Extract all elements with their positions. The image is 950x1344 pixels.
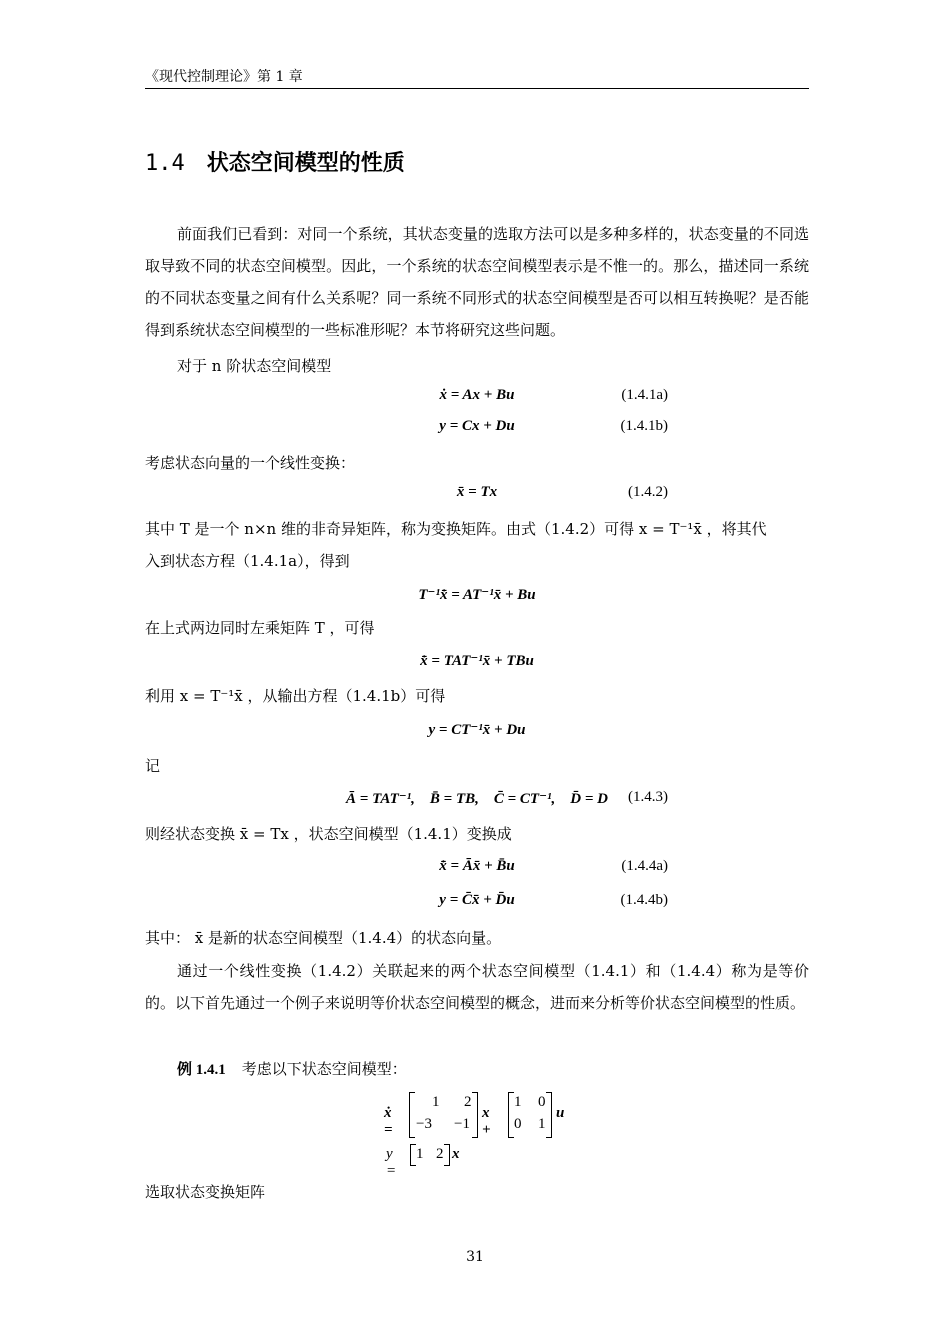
equation-1-4-2 [145,484,809,501]
linear-transform-text: 考虑状态向量的一个线性变换： [145,454,356,472]
matrix-a-right-bracket [472,1092,478,1138]
nth-order-text: 对于 n 阶状态空间模型 [177,357,332,375]
page-number: 31 [466,1249,484,1265]
denote-text: 记 [145,757,161,775]
example-heading [145,1058,841,1079]
section-title [145,146,405,177]
equation-expr: x̄̇ = Āx̄ + B̄u [439,858,515,874]
x-plus: x + [482,1105,491,1138]
transform-matrix-text-line2: 入到状态方程（1.4.1a），得到 [145,552,350,570]
equation-number: (1.4.4a) [621,858,668,874]
new-state-vector-text: 其中： x̄ 是新的状态空间模型（1.4.4）的状态向量。 [145,929,502,947]
equation-number: (1.4.3) [628,789,668,805]
using-output-text: 利用 x = T⁻¹x̄ ，从输出方程（1.4.1b）可得 [145,687,446,705]
equation-expr: Ā = TAT⁻¹, B̄ = TB, C̄ = CT⁻¹, D̄ = D [346,791,608,807]
equation-1-4-3 [145,789,809,808]
equation-number: (1.4.2) [628,484,668,500]
transform-result-text: 则经状态变换 x̄ = Tx ，状态空间模型（1.4.1）变换成 [145,825,512,843]
u-var: u [556,1105,565,1121]
equation-number: (1.4.1a) [621,387,668,403]
equation-substituted: T⁻¹x̄̇ = AT⁻¹x̄ + Bu [418,587,536,603]
intro-paragraph: 前面我们已看到：对同一个系统，其状态变量的选取方法可以是多种多样的，状态变量的不同选取导致不同的状态空间模型。因此，一个系统的状态空间模型表示是不惟一的。那么，描述同一系统的不同状态变量之间有什么关系呢？同一系统不同形式的状态空间模型是否可以相互转换呢？是否能得到系统状态空间模型的一些标准形呢？本节将研究这些问题。 [145,225,809,339]
x-var: x [452,1146,460,1162]
equivalence-paragraph: 通过一个线性变换（1.4.2）关联起来的两个状态空间模型（1.4.1）和（1.4.4）称为是等价的。以下首先通过一个例子来说明等价状态空间模型的概念，进而来分析等价状态空间模型的性质。 [145,962,809,1012]
equation-1-4-4a [145,858,809,875]
equation-number: (1.4.4b) [620,892,668,908]
equation-1-4-1b [145,418,809,435]
equation-expr: y = Cx + Du [439,418,515,434]
equation-expr: ẋ = Ax + Bu [439,387,515,403]
equation-1-4-1a [145,387,809,404]
matrix-a-left-bracket [409,1092,415,1138]
section-heading: 状态空间模型的性质 [206,151,405,176]
example-text: 考虑以下状态空间模型： [241,1060,407,1078]
xdot-lhs: ẋ = [384,1105,393,1138]
matrix-b-cell: 1 [538,1116,546,1132]
equation-1-4-4b [145,892,809,909]
header-rule [145,88,809,89]
equation-expr: x̄ = Tx [456,484,498,500]
matrix-c-cell: 2 [436,1146,444,1162]
matrix-a-cell: 1 [432,1094,440,1110]
example-label: 例 1.4.1 [177,1062,226,1078]
equation-state-transformed: x̄̇ = TAT⁻¹x̄ + TBu [420,653,534,669]
section-number: 1.4 [145,151,185,176]
matrix-b-cell: 1 [514,1094,522,1110]
matrix-b-cell: 0 [514,1116,522,1132]
equation-expr: y = C̄x̄ + D̄u [439,892,515,908]
left-multiply-text: 在上式两边同时左乘矩阵 T ，可得 [145,619,375,637]
running-header: 《现代控制理论》第 1 章 [145,69,303,85]
matrix-b-right-bracket [546,1092,552,1138]
equation-number: (1.4.1b) [620,418,668,434]
matrix-c-cell: 1 [416,1146,424,1162]
select-transform-text: 选取状态变换矩阵 [145,1183,266,1201]
y-lhs: y = [386,1146,397,1179]
matrix-a-cell: −3 [416,1116,432,1132]
equation-output-transformed: y = CT⁻¹x̄ + Du [428,722,526,738]
matrix-a-cell: −1 [454,1116,470,1132]
transform-matrix-text-line1: 其中 T 是一个 n×n 维的非奇异矩阵，称为变换矩阵。由式（1.4.2）可得 x = T⁻¹x̄ ，将其代 [145,520,767,538]
matrix-a-cell: 2 [464,1094,472,1110]
matrix-c-right-bracket [444,1144,450,1166]
matrix-b-cell: 0 [538,1094,546,1110]
